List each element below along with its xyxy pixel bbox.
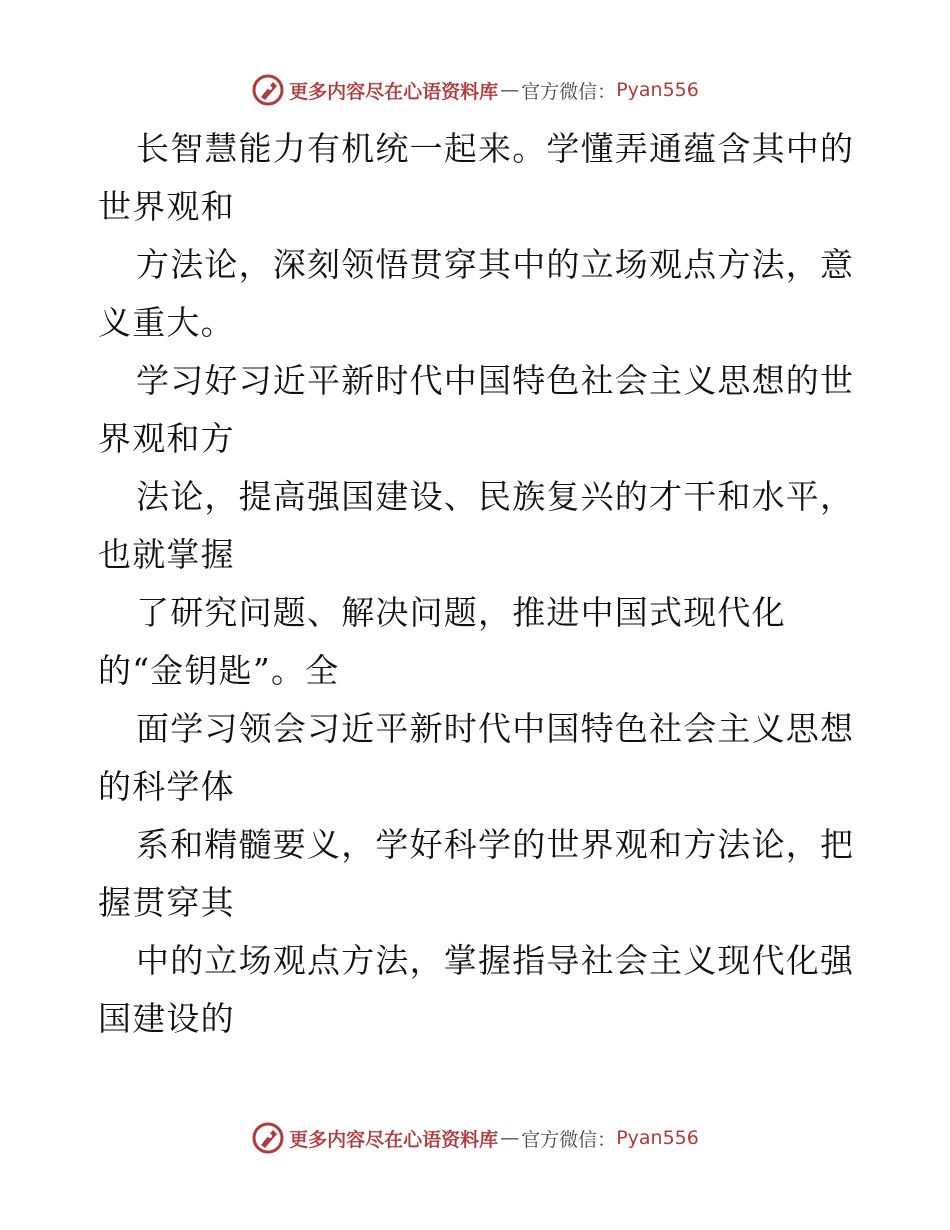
text-line: 握贯穿其	[98, 883, 235, 922]
text-line: 中的立场观点方法，掌握指导社会主义现代化强	[136, 941, 855, 980]
text-line: 学习好习近平新时代中国特色社会主义思想的世	[136, 361, 855, 400]
text-line: 国建设的	[98, 999, 235, 1038]
text-line: 方法论，深刻领悟贯穿其中的立场观点方法，意	[136, 245, 855, 284]
footer-wechat-label: 官方微信：	[521, 1128, 617, 1151]
text-line: 也就掌握	[98, 535, 235, 574]
header-site-name: 更多内容尽在心语资料库	[289, 80, 499, 103]
document-body	[98, 120, 858, 1048]
header-dash: —	[500, 79, 520, 101]
pen-nib-logo-icon	[251, 1121, 285, 1155]
text-line: 面学习领会习近平新时代中国特色社会主义思想	[136, 709, 855, 748]
header-wechat-label: 官方微信：	[521, 80, 617, 103]
footer-banner	[0, 1118, 950, 1158]
footer-wechat-account: Pyan556	[616, 1127, 699, 1149]
text-line: 长智慧能力有机统一起来。学懂弄通蕴含其中的	[136, 129, 855, 168]
footer-dash: —	[500, 1127, 520, 1149]
pen-nib-logo-icon	[251, 73, 285, 107]
text-line: 的科学体	[98, 767, 235, 806]
header-banner	[0, 70, 950, 110]
text-line: 了研究问题、解决问题，推进中国式现代化	[136, 593, 786, 632]
text-line: 法论，提高强国建设、民族复兴的才干和水平，	[136, 477, 855, 516]
header-wechat-account: Pyan556	[616, 79, 699, 101]
footer-site-name: 更多内容尽在心语资料库	[289, 1128, 499, 1151]
text-line: 系和精髓要义，学好科学的世界观和方法论，把	[136, 825, 855, 864]
text-line: 义重大。	[98, 303, 235, 342]
text-line: 的“金钥匙”。全	[98, 651, 340, 690]
text-line: 界观和方	[98, 419, 235, 458]
text-line: 世界观和	[98, 187, 235, 226]
